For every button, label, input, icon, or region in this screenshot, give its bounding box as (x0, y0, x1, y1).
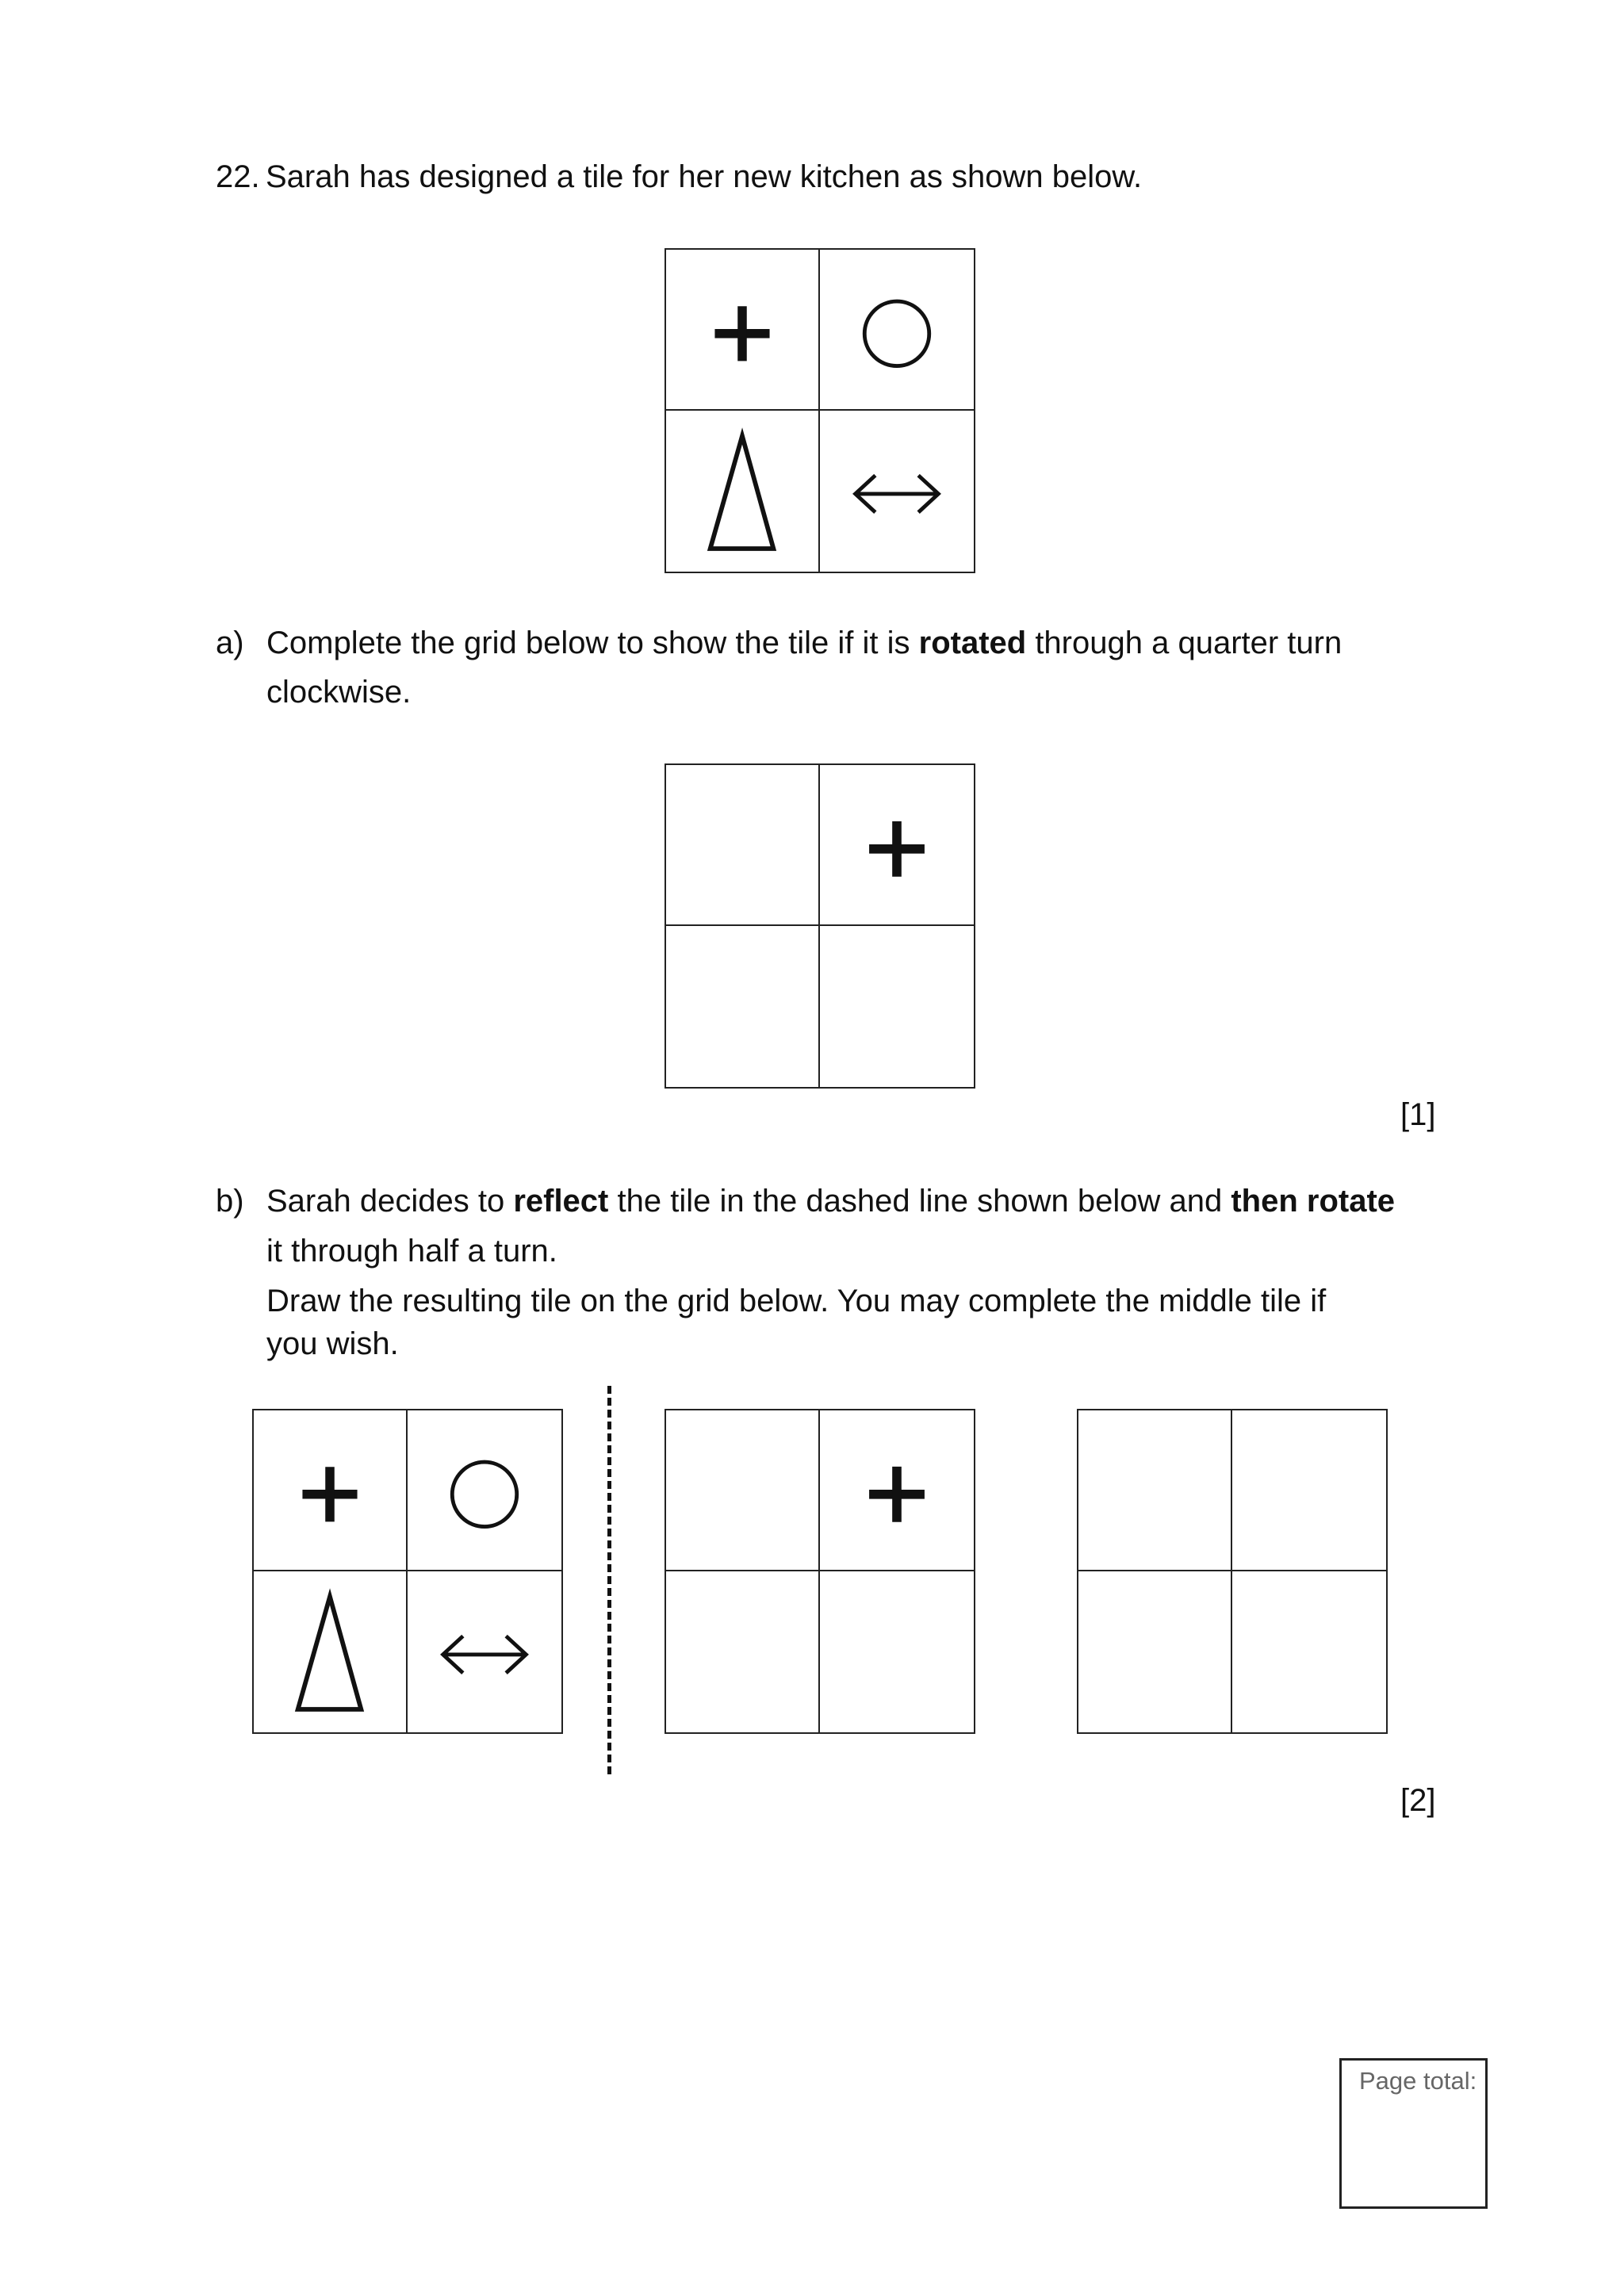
grid-cell-top-right[interactable] (820, 765, 974, 926)
part-b-marks: [2] (1400, 1783, 1436, 1818)
part-b-text-line1 (266, 1177, 1395, 1226)
part-b-bold-then-rotate: then rotate (1231, 1184, 1396, 1219)
part-a-text-line2: clockwise. (266, 675, 412, 710)
triangle-icon (666, 411, 818, 572)
grid-cell-top-left[interactable] (666, 765, 820, 926)
plus-icon (820, 1410, 974, 1570)
plus-icon (666, 250, 818, 409)
plus-icon (820, 765, 974, 924)
circle-icon (408, 1410, 561, 1570)
grid-cell-top-right[interactable] (820, 1410, 974, 1571)
grid-cell-bottom-left[interactable] (666, 926, 820, 1087)
grid-cell-top-right[interactable] (1232, 1410, 1386, 1571)
part-b-bold-reflect: reflect (513, 1184, 609, 1219)
grid-cell-bottom-right[interactable] (820, 1571, 974, 1732)
grid-cell-bottom-left[interactable] (1078, 1571, 1232, 1732)
page-total-box[interactable] (1339, 2058, 1488, 2209)
original-tile (665, 248, 975, 573)
part-a-text-bold: rotated (918, 626, 1027, 660)
grid-cell-top-right (408, 1410, 561, 1571)
circle-icon (820, 250, 974, 409)
grid-cell-top-left[interactable] (666, 1410, 820, 1571)
triangle-icon (254, 1571, 406, 1732)
grid-cell-top-left (666, 250, 820, 411)
part-b-text-middle: the tile in the dashed line shown below and (608, 1184, 1231, 1219)
double-arrow-icon (408, 1571, 561, 1732)
page-total-label: Page total: (1359, 2067, 1477, 2095)
part-b-original-tile (252, 1409, 563, 1734)
part-a-label: a) (216, 626, 244, 660)
grid-cell-bottom-left (254, 1571, 408, 1732)
part-b-text-line4: you wish. (266, 1326, 399, 1361)
part-a-text-after: through a quarter turn (1026, 626, 1342, 660)
question-stem: Sarah has designed a tile for her new kitchen as shown below. (266, 159, 1143, 194)
double-arrow-icon (820, 411, 974, 572)
grid-cell-top-left (254, 1410, 408, 1571)
part-b-text-line3: Draw the resulting tile on the grid below. You may complete the middle tile if (266, 1284, 1327, 1318)
grid-cell-bottom-right[interactable] (820, 926, 974, 1087)
grid-cell-bottom-left[interactable] (666, 1571, 820, 1732)
grid-cell-bottom-right[interactable] (1232, 1571, 1386, 1732)
part-b-text-before: Sarah decides to (266, 1184, 514, 1219)
part-a-text-line1 (266, 618, 1342, 668)
grid-cell-top-left[interactable] (1078, 1410, 1232, 1571)
plus-icon (254, 1410, 406, 1570)
grid-cell-bottom-left (666, 411, 820, 572)
part-a-answer-grid[interactable] (665, 763, 975, 1089)
grid-cell-bottom-right (408, 1571, 561, 1732)
grid-cell-top-right (820, 250, 974, 411)
part-b-answer-grid[interactable] (1077, 1409, 1388, 1734)
question-number: 22. (216, 159, 260, 194)
part-a-text-before: Complete the grid below to show the tile if it is (266, 626, 919, 660)
mirror-line (607, 1386, 611, 1774)
part-b-label: b) (216, 1184, 244, 1219)
part-b-middle-grid[interactable] (665, 1409, 975, 1734)
part-a-marks: [1] (1400, 1097, 1436, 1132)
part-b-text-line2: it through half a turn. (266, 1234, 557, 1269)
grid-cell-bottom-right (820, 411, 974, 572)
